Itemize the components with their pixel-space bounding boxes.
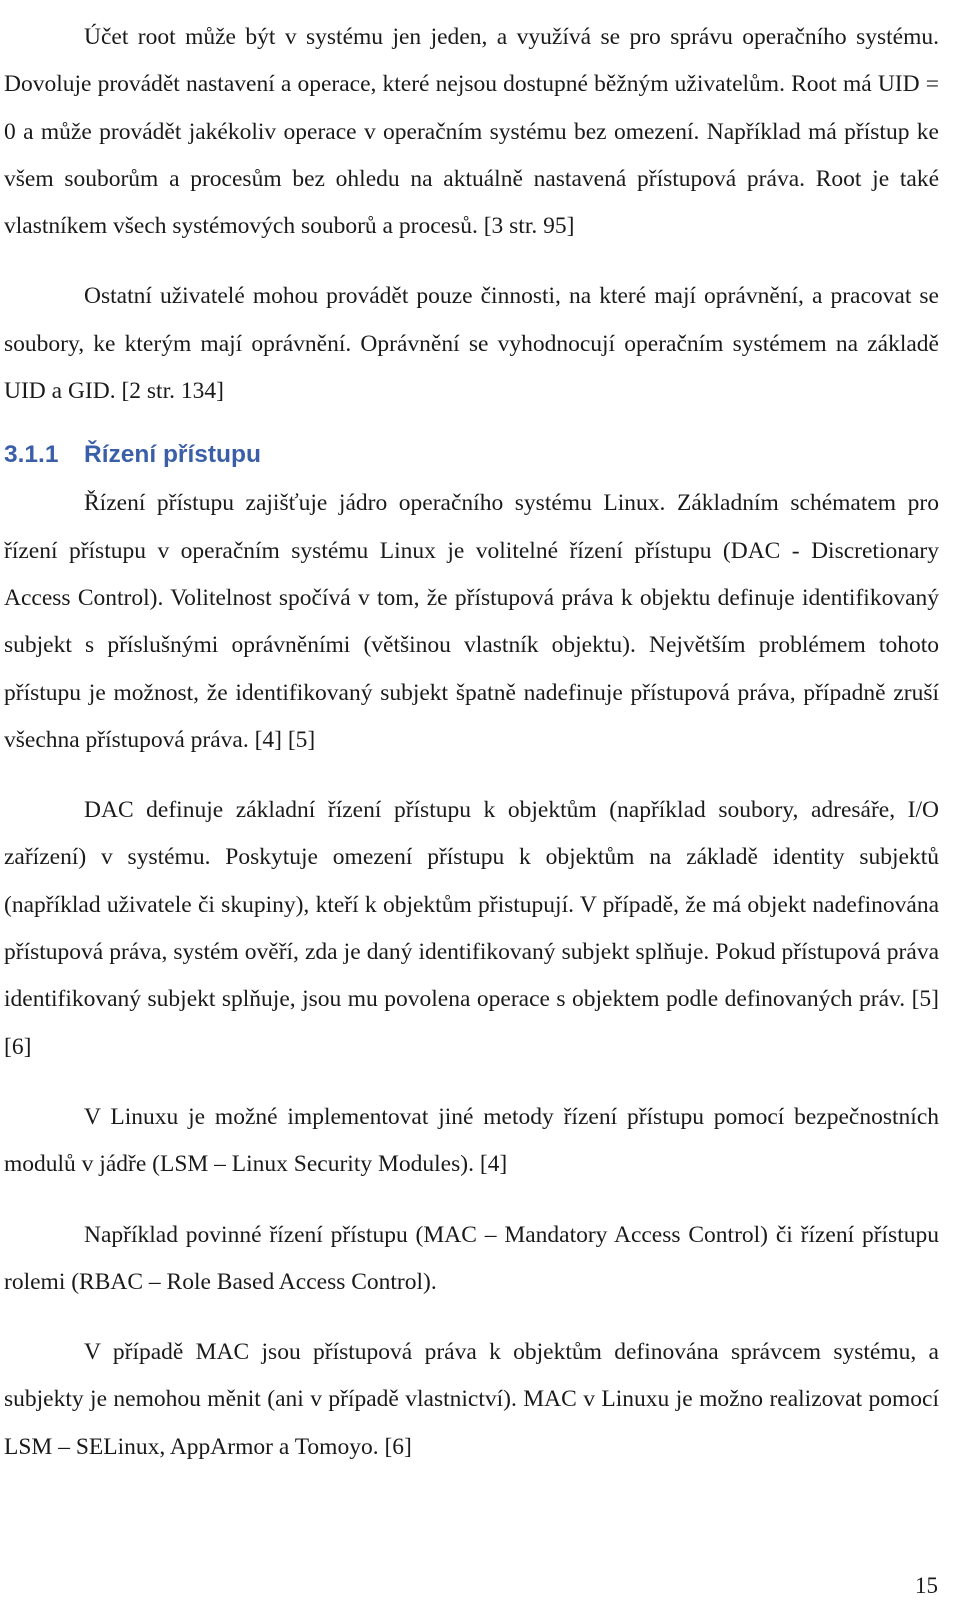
section-number: 3.1.1 <box>4 441 59 469</box>
paragraph-dac: DAC definuje základní řízení přístupu k objektům (například soubory, adresáře, I/O zařízení) v systému. Poskytuje omezení přístupu k objektům na základě identity subjektů (například uživatele či skupiny), kteří k objektům přistupují. V případě, že má objekt nadefinována přístupová práva, systém ověří, zda je daný identifikovaný subjekt splňuje. Pokud přístupová práva identifikovaný subjekt splňuje, jsou mu povolena operace s objektem podle definovaných práv. [5] [6] <box>4 797 939 1060</box>
paragraph-lsm: V Linuxu je možné implementovat jiné metody řízení přístupu pomocí bezpečnostních modulů v jádře (LSM – Linux Security Modules). [4] <box>4 1103 939 1178</box>
paragraph-mac-details: V případě MAC jsou přístupová práva k objektům definována správcem systému, a subjekty je nemohou měnit (ani v případě vlastnictví). MAC v Linuxu je možno realizovat pomocí LSM – SELinux, AppArmor a Tomoyo. [6] <box>4 1339 939 1460</box>
section-heading <box>4 430 939 480</box>
paragraph-other-users: Ostatní uživatelé mohou provádět pouze činnosti, na které mají oprávnění, a pracovat se soubory, ke kterým mají oprávnění. Oprávnění se vyhodnocují operačním systémem na základě UID a GID. [2 str. 134] <box>4 283 939 405</box>
paragraph-mac-rbac: Například povinné řízení přístupu (MAC – Mandatory Access Control) či řízení přístupu rolemi (RBAC – Role Based Access Control). <box>4 1221 939 1295</box>
page-number: 15 <box>915 1573 938 1598</box>
paragraph-root-account: Účet root může být v systému jen jeden, a využívá se pro správu operačního systému. Dovoluje provádět nastavení a operace, které nejsou dostupné běžným uživatelům. Root má UID = 0 a může provádět jakékoliv operace v operačním systému bez omezení. Například má přístup ke všem souborům a procesům bez ohledu na aktuálně nastavená přístupová práva. Root je také vlastníkem všech systémových souborů a procesů. [3 str. 95] <box>4 24 939 240</box>
document-page <box>4 0 939 1471</box>
section-title: Řízení přístupu <box>84 441 261 469</box>
paragraph-access-control: Řízení přístupu zajišťuje jádro operačního systému Linux. Základním schématem pro řízení přístupu v operačním systému Linux je volitelné řízení přístupu (DAC - Discretionary Access Control). Volitelnost spočívá v tom, že přístupová práva k objektu definuje identifikovaný subjekt s příslušnými oprávněními (většinou vlastník objektu). Největším problémem tohoto přístupu je možnost, že identifikovaný subjekt špatně nadefinuje přístupová práva, případně zruší všechna přístupová práva. [4] [5] <box>4 490 939 753</box>
